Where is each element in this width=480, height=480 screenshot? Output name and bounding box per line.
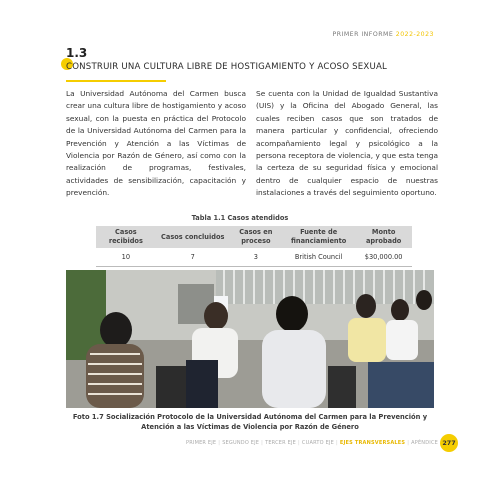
section-underline [66,80,166,82]
photo-illustration [66,270,434,408]
body-text-left: La Universidad Autónoma del Carmen busca crear una cultura libre de hostigamiento y acoso sexual, con la puesta en práctica del Protocolo de la Universidad Autónoma del Carmen para la Prevención y Atención a las Víctimas de Violencia por Razón de Género, así como con la realización de programas, festivales, actividades de sensibilización, capacitación y prevención. [66,89,246,198]
section-number: 1.3 [66,46,88,60]
table-cell: $30,000.00 [355,248,412,267]
header-cell: Monto aprobado [355,226,412,248]
nav-cuarto-eje[interactable]: CUARTO EJE [301,440,334,446]
header-cell: Casos concluidos [156,226,230,248]
cases-table [96,226,412,267]
nav-separator: | [335,440,338,446]
table-cell: 7 [156,248,230,267]
header-cell: Fuente de financiamiento [282,226,355,248]
event-photo [66,270,434,408]
nav-tercer-eje[interactable]: TERCER EJE [265,440,297,446]
page-number-badge: 277 [440,434,458,452]
header-cell: Casos en proceso [230,226,282,248]
photo-caption: Foto 1.7 Socialización Protocolo de la Universidad Autónoma del Carmen para la Prevención y Atención a las Víctimas de Violencia por Razón de Género [72,413,428,431]
report-years: 2022-2023 [395,31,434,38]
report-label: PRIMER INFORME [332,31,394,38]
table-title: Tabla 1.1 Casos atendidos [191,214,289,222]
body-text-right: Se cuenta con la Unidad de Igualdad Sustantiva (UIS) y la Oficina del Abogado General, las cuales reciben casos que son tratados de manera particular y confidencial, ofreciendo acompañamiento legal y psicológico a la persona receptora de violencia, y que esta tenga la certeza de su seguridad física y emocional dentro de cualquier espacio de nuestras instalaciones a través del seguimiento oportuno. [256,89,438,198]
table-header-row [96,226,412,248]
nav-apendice[interactable]: APÉNDICE [411,440,439,446]
table-cell: 10 [96,248,156,267]
nav-segundo-eje[interactable]: SEGUNDO EJE [222,440,260,446]
nav-separator: | [407,440,410,446]
footer-nav [184,440,440,446]
table-cell: 3 [230,248,282,267]
table-cell: British Council [282,248,355,267]
table-row [96,248,412,267]
nav-separator: | [298,440,300,446]
nav-separator: | [218,440,221,446]
nav-ejes-transversales[interactable]: EJES TRANSVERSALES [339,440,406,446]
report-header [332,31,434,38]
nav-primer-eje[interactable]: PRIMER EJE [186,440,217,446]
section-title: CONSTRUIR UNA CULTURA LIBRE DE HOSTIGAMIENTO Y ACOSO SEXUAL [66,62,388,72]
nav-separator: | [261,440,264,446]
header-cell: Casos recibidos [96,226,156,248]
